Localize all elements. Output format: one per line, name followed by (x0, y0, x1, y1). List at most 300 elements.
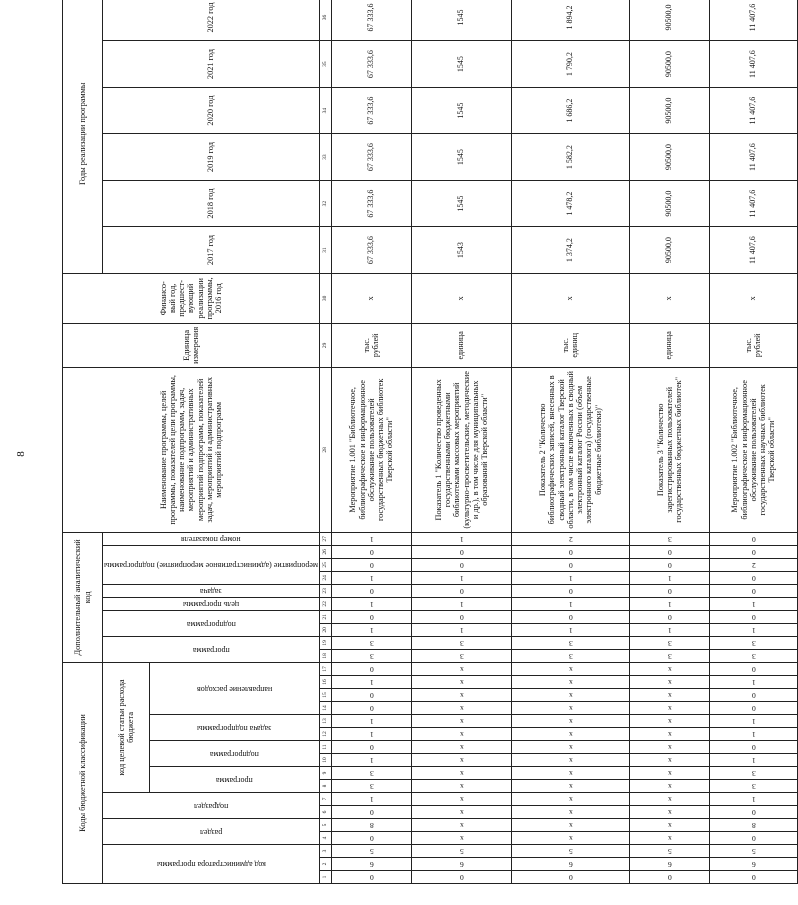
code-digit-text: 0 (751, 548, 756, 558)
code-digit-text: 6 (667, 860, 672, 870)
code-digit-text: 0 (459, 873, 464, 883)
code-digit-text: 0 (751, 535, 756, 545)
code-digit-text: 1 (369, 574, 374, 584)
code-digit-text: x (667, 756, 672, 766)
code-digit (512, 845, 630, 858)
code-digit (512, 584, 630, 597)
code-digit (710, 662, 798, 675)
column-number: 7 (320, 793, 332, 806)
year-2022-header: 2022 год (103, 0, 320, 41)
code-digit-text: 1 (751, 717, 756, 727)
add-task-header (103, 584, 320, 597)
column-number: 24 (320, 571, 332, 584)
code-digit-text: 1 (751, 756, 756, 766)
code-digit-text: 1 (369, 795, 374, 805)
code-digit-text: 0 (751, 574, 756, 584)
row-year-value: 1545 (412, 180, 512, 227)
code-digit-text: 0 (751, 704, 756, 714)
code-digit-text: 5 (459, 847, 464, 857)
row-year-value: 90500,0 (630, 41, 710, 88)
code-digit (630, 676, 710, 689)
code-digit (630, 845, 710, 858)
add-goal-label: цель программы (183, 599, 240, 609)
years-header: Годы реализации программы (63, 0, 103, 273)
code-digit-text: x (568, 834, 573, 844)
code-digit (412, 715, 512, 728)
code-digit (412, 571, 512, 584)
code-digit (710, 702, 798, 715)
unit-header: Единица измерения (63, 323, 320, 367)
code-digit-text: x (667, 717, 672, 727)
code-digit-text: 0 (568, 873, 573, 883)
code-digit-text: 0 (369, 665, 374, 675)
code-digit (710, 610, 798, 623)
add-program-header (103, 636, 320, 662)
row-year-value: 67 333,6 (332, 41, 412, 88)
section-header (103, 819, 320, 845)
code-digit-text: 1 (369, 626, 374, 636)
code-digit-text: 6 (459, 860, 464, 870)
column-number: 28 (320, 367, 332, 532)
code-digit-text: 1 (751, 678, 756, 688)
code-digit-text: x (667, 678, 672, 688)
row-year-value: 67 333,6 (332, 0, 412, 41)
row-year-value: 90500,0 (630, 87, 710, 134)
code-digit-text: x (459, 834, 464, 844)
code-digit (512, 858, 630, 871)
code-digit (630, 649, 710, 662)
row-year-value: 1 374,2 (512, 227, 630, 274)
code-digit-text: x (667, 691, 672, 701)
code-digit (630, 610, 710, 623)
add-subprogram-label: подпрограмма (186, 619, 236, 629)
year-2021-header: 2021 год (103, 41, 320, 88)
code-digit (630, 806, 710, 819)
code-digit (630, 728, 710, 741)
code-digit (710, 806, 798, 819)
code-digit (412, 754, 512, 767)
code-digit (512, 676, 630, 689)
code-digit (332, 545, 412, 558)
code-digit-text: 1 (369, 535, 374, 545)
row-unit: тыс. единиц (512, 323, 630, 367)
year-2020-header: 2020 год (103, 87, 320, 134)
code-digit-text: x (459, 782, 464, 792)
program-table (62, 0, 798, 884)
code-digit (332, 636, 412, 649)
code-digit-text: x (459, 743, 464, 753)
code-digit-text: 1 (369, 678, 374, 688)
code-digit-text: 3 (751, 782, 756, 792)
code-digit (332, 806, 412, 819)
column-number: 17 (320, 662, 332, 675)
code-digit-text: x (459, 691, 464, 701)
code-digit-text: x (568, 769, 573, 779)
code-digit-text: x (667, 769, 672, 779)
code-digit-text: 0 (751, 834, 756, 844)
code-digit-text: x (568, 665, 573, 675)
column-number: 4 (320, 832, 332, 845)
code-digit (710, 545, 798, 558)
csr-task-label: задача подпрограммы (197, 723, 272, 733)
code-digit (412, 636, 512, 649)
code-digit-text: 5 (568, 847, 573, 857)
code-digit (332, 662, 412, 675)
code-digit-text: 0 (369, 561, 374, 571)
code-digit-text: x (459, 704, 464, 714)
code-digit (412, 728, 512, 741)
name-header: Наименование программы, целей программы, показателей цели программы, наименование подпрограмм, задач, мероприятий и административных мероприятий подпрограмм, показателей задач, мероприятий и административных мероприятий подпрограмм (63, 367, 320, 532)
code-digit (412, 689, 512, 702)
code-digit (332, 610, 412, 623)
row-year-value: 67 333,6 (332, 87, 412, 134)
code-digit-text: 0 (751, 691, 756, 701)
column-number: 8 (320, 780, 332, 793)
code-digit (630, 715, 710, 728)
code-digit (512, 571, 630, 584)
column-number: 19 (320, 636, 332, 649)
row-year-value: 11 407,6 (710, 227, 798, 274)
code-digit (332, 871, 412, 884)
code-digit (710, 832, 798, 845)
year-2018-header: 2018 год (103, 180, 320, 227)
code-digit (710, 715, 798, 728)
code-digit (412, 806, 512, 819)
code-digit (412, 597, 512, 610)
code-digit-text: x (459, 665, 464, 675)
column-number: 33 (320, 134, 332, 181)
code-digit (332, 715, 412, 728)
code-digit-text: 0 (459, 587, 464, 597)
code-digit-text: x (568, 730, 573, 740)
column-number: 35 (320, 41, 332, 88)
code-digit (710, 676, 798, 689)
code-digit-text: 0 (568, 587, 573, 597)
code-digit (332, 858, 412, 871)
code-digit (412, 702, 512, 715)
code-digit-text: 1 (568, 626, 573, 636)
code-digit (630, 584, 710, 597)
year-2017-header: 2017 год (103, 227, 320, 274)
row-year-value: 67 333,6 (332, 180, 412, 227)
code-digit-text: x (568, 782, 573, 792)
code-digit-text: x (568, 743, 573, 753)
code-digit (630, 793, 710, 806)
subsection-label: подраздел (193, 801, 229, 811)
row-year-value: 11 407,6 (710, 87, 798, 134)
code-digit (412, 767, 512, 780)
code-digit (710, 819, 798, 832)
code-digit-text: x (459, 730, 464, 740)
code-digit (710, 845, 798, 858)
code-digit (332, 832, 412, 845)
code-digit (512, 545, 630, 558)
column-number: 23 (320, 584, 332, 597)
code-digit (332, 532, 412, 545)
code-digit (512, 597, 630, 610)
code-digit (412, 610, 512, 623)
code-digit (512, 636, 630, 649)
code-digit (710, 636, 798, 649)
code-digit-text: 3 (459, 652, 464, 662)
column-number: 1 (320, 871, 332, 884)
code-digit (332, 845, 412, 858)
code-digit-text: 1 (369, 756, 374, 766)
row-unit: единица (630, 323, 710, 367)
code-digit (710, 728, 798, 741)
code-digit (512, 819, 630, 832)
column-number: 10 (320, 754, 332, 767)
code-digit-text: x (667, 795, 672, 805)
column-number: 22 (320, 597, 332, 610)
column-number: 9 (320, 767, 332, 780)
code-digit-text: 0 (369, 873, 374, 883)
code-digit (412, 558, 512, 571)
admin-code-label: код администратора программы (156, 860, 266, 870)
row-fin-year: x (710, 273, 798, 323)
code-digit (412, 545, 512, 558)
table-row (710, 0, 798, 884)
code-digit (512, 662, 630, 675)
code-digit (630, 558, 710, 571)
code-digit (512, 767, 630, 780)
code-digit (412, 819, 512, 832)
code-digit-text: x (459, 808, 464, 818)
code-digit-text: 1 (667, 574, 672, 584)
code-digit (332, 597, 412, 610)
code-digit (710, 767, 798, 780)
code-digit-text: x (568, 821, 573, 831)
code-digit (512, 780, 630, 793)
code-digit (512, 689, 630, 702)
code-digit-text: 3 (751, 639, 756, 649)
code-digit-text: 3 (459, 639, 464, 649)
row-unit: тыс. рублей (332, 323, 412, 367)
code-digit-text: 3 (369, 652, 374, 662)
row-year-value: 1 894,2 (512, 0, 630, 41)
row-year-value: 1545 (412, 87, 512, 134)
code-digit (332, 780, 412, 793)
add-program-label: программа (192, 645, 230, 655)
code-digit (710, 558, 798, 571)
code-digit-text: 1 (568, 574, 573, 584)
code-digit (710, 571, 798, 584)
code-digit-text: 6 (568, 860, 573, 870)
row-year-value: 67 333,6 (332, 227, 412, 274)
code-digit (332, 649, 412, 662)
column-number: 2 (320, 858, 332, 871)
row-year-value: 11 407,6 (710, 180, 798, 227)
code-digit (630, 780, 710, 793)
bc-header: Коды бюджетной классификации (63, 662, 103, 883)
column-number: 26 (320, 545, 332, 558)
code-digit-text: 0 (751, 743, 756, 753)
column-number: 5 (320, 819, 332, 832)
code-digit (412, 662, 512, 675)
code-digit (710, 754, 798, 767)
code-digit-text: 0 (369, 834, 374, 844)
row-fin-year: x (512, 273, 630, 323)
code-digit-text: 0 (667, 613, 672, 623)
code-digit (332, 702, 412, 715)
code-digit-text: 1 (459, 574, 464, 584)
row-year-value: 11 407,6 (710, 134, 798, 181)
code-digit (710, 623, 798, 636)
code-digit-text: 0 (459, 548, 464, 558)
code-digit-text: 1 (459, 600, 464, 610)
csr-program-header (150, 767, 320, 793)
code-digit (332, 689, 412, 702)
code-digit (710, 689, 798, 702)
year-2019-header: 2019 год (103, 134, 320, 181)
column-number: 36 (320, 0, 332, 41)
code-digit-text: 0 (667, 587, 672, 597)
row-year-value: 11 407,6 (710, 41, 798, 88)
code-digit (512, 702, 630, 715)
add-goal-header (103, 597, 320, 610)
column-number: 6 (320, 806, 332, 819)
csr-task-header (150, 715, 320, 741)
row-unit: единица (412, 323, 512, 367)
column-number: 27 (320, 532, 332, 545)
code-digit-text: x (568, 691, 573, 701)
code-digit (512, 871, 630, 884)
code-digit-text: x (459, 678, 464, 688)
code-digit-text: x (568, 704, 573, 714)
code-digit-text: 0 (459, 561, 464, 571)
code-digit-text: 3 (751, 652, 756, 662)
code-digit-text: 0 (369, 548, 374, 558)
code-digit-text: 1 (751, 600, 756, 610)
code-digit (412, 793, 512, 806)
code-digit-text: 1 (459, 535, 464, 545)
code-digit-text: 5 (369, 847, 374, 857)
code-digit-text: 2 (568, 535, 573, 545)
code-digit-text: 0 (751, 808, 756, 818)
code-digit (512, 806, 630, 819)
code-digit (412, 845, 512, 858)
code-digit-text: x (667, 743, 672, 753)
code-digit-text: 3 (568, 652, 573, 662)
csr-direction-header (150, 662, 320, 714)
code-digit-text: 0 (667, 561, 672, 571)
add-code-header: Дополнительный аналитический код (63, 532, 103, 662)
code-digit (630, 662, 710, 675)
row-year-value: 1545 (412, 41, 512, 88)
code-digit (710, 780, 798, 793)
code-digit (412, 676, 512, 689)
code-digit (710, 597, 798, 610)
table-row (512, 0, 630, 884)
code-digit (412, 532, 512, 545)
column-number: 21 (320, 610, 332, 623)
code-digit-text: 1 (369, 730, 374, 740)
code-digit-text: 3 (751, 769, 756, 779)
code-digit-text: 1 (751, 730, 756, 740)
code-digit-text: x (667, 834, 672, 844)
code-digit-text: 1 (459, 626, 464, 636)
column-number: 18 (320, 649, 332, 662)
code-digit (630, 871, 710, 884)
code-digit (710, 871, 798, 884)
code-digit (332, 793, 412, 806)
code-digit-text: 1 (369, 600, 374, 610)
code-digit-text: 0 (459, 613, 464, 623)
code-digit-text: 6 (369, 860, 374, 870)
column-number: 31 (320, 227, 332, 274)
code-digit (630, 741, 710, 754)
code-digit-text: x (667, 821, 672, 831)
section-label: раздел (200, 827, 223, 837)
code-digit (332, 623, 412, 636)
code-digit (332, 676, 412, 689)
code-digit (630, 858, 710, 871)
code-digit (630, 702, 710, 715)
code-digit-text: 0 (369, 613, 374, 623)
code-digit-text: 3 (369, 782, 374, 792)
code-digit (512, 623, 630, 636)
code-digit (630, 597, 710, 610)
code-digit-text: 5 (751, 847, 756, 857)
code-digit (630, 636, 710, 649)
code-digit-text: x (667, 665, 672, 675)
code-digit (512, 558, 630, 571)
code-digit (412, 623, 512, 636)
code-digit-text: 0 (568, 548, 573, 558)
csr-subprogram-label: подпрограмма (210, 749, 259, 759)
code-digit-text: 0 (751, 873, 756, 883)
row-year-value: 90500,0 (630, 227, 710, 274)
code-digit (512, 832, 630, 845)
code-digit-text: 3 (667, 535, 672, 545)
row-name: Показатель 3 "Количество зарегистрированных пользователей государственных бюджетных библиотек" (630, 367, 710, 532)
row-year-value: 1 790,2 (512, 41, 630, 88)
fin-year-header: Финансо-вый год, предшест-вующий реализации программы, 2016 год (63, 273, 320, 323)
row-year-value: 1545 (412, 134, 512, 181)
code-digit-text: 1 (667, 600, 672, 610)
add-measure-header (103, 545, 320, 584)
code-digit (332, 728, 412, 741)
column-number: 30 (320, 273, 332, 323)
row-year-value: 1545 (412, 0, 512, 41)
code-digit (332, 741, 412, 754)
code-digit-text: 0 (751, 587, 756, 597)
code-digit-text: x (568, 808, 573, 818)
column-number: 14 (320, 702, 332, 715)
code-digit (512, 754, 630, 767)
code-digit-text: x (667, 704, 672, 714)
code-digit-text: x (568, 717, 573, 727)
column-number: 13 (320, 715, 332, 728)
code-digit-text: x (459, 821, 464, 831)
code-digit-text: 0 (369, 704, 374, 714)
code-digit (710, 793, 798, 806)
code-digit (512, 728, 630, 741)
code-digit-text: 1 (751, 795, 756, 805)
add-subprogram-header (103, 610, 320, 636)
csr-direction-label: направление расходов (196, 684, 273, 694)
code-digit (332, 767, 412, 780)
code-digit-text: 1 (369, 717, 374, 727)
code-digit-text: 0 (369, 587, 374, 597)
code-digit-text: x (459, 717, 464, 727)
code-digit-text: 8 (369, 821, 374, 831)
code-digit-text: 3 (369, 769, 374, 779)
code-digit (630, 767, 710, 780)
column-number: 15 (320, 689, 332, 702)
code-digit (332, 558, 412, 571)
row-year-value: 1543 (412, 227, 512, 274)
